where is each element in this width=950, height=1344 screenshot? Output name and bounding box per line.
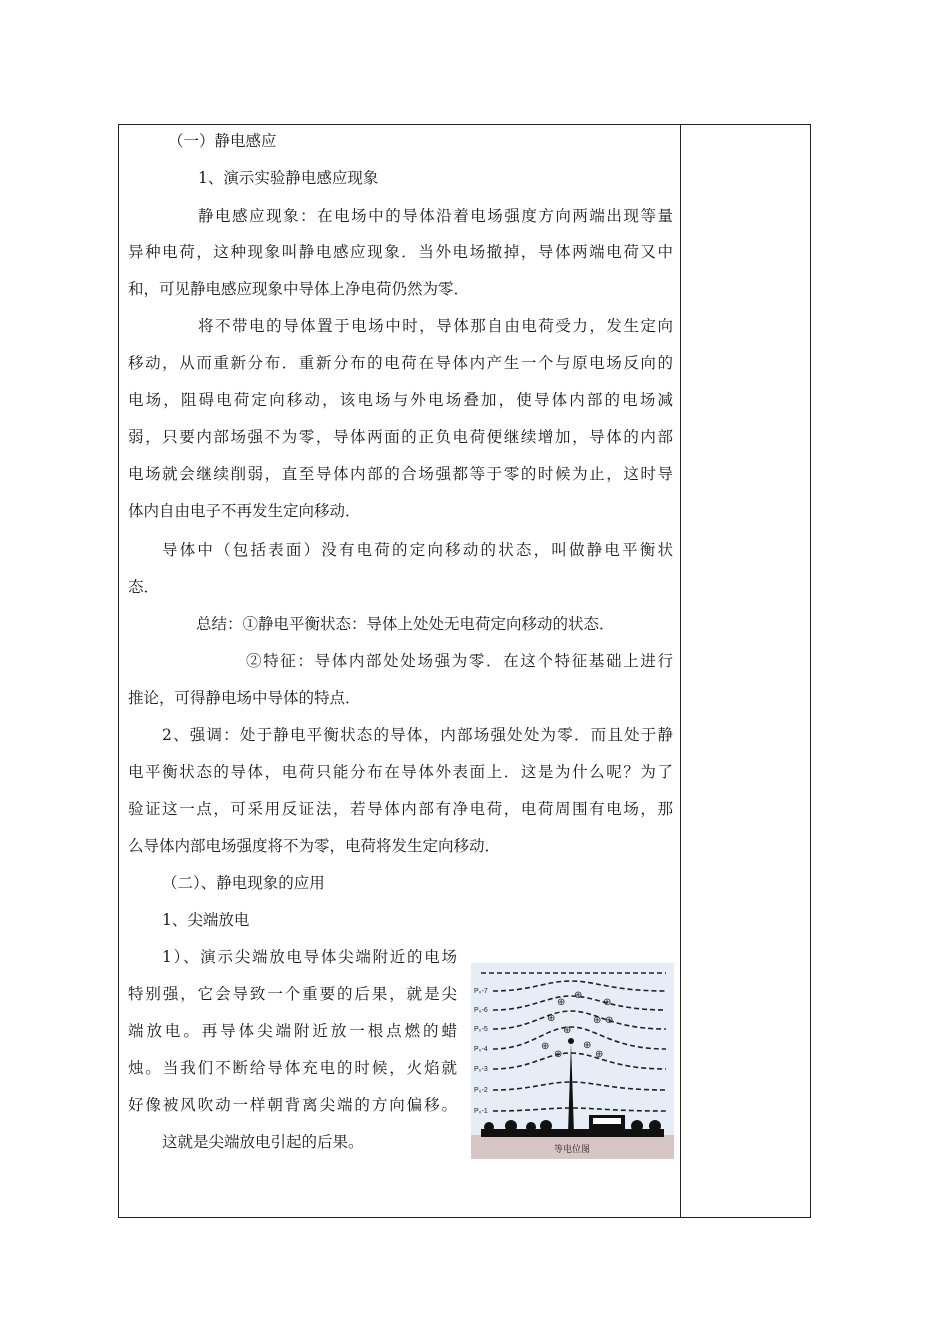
paragraph-line: 这就是尖端放电引起的后果。 bbox=[162, 1133, 364, 1151]
paragraph-line: 么导体内部电场强度将不为零，电荷将发生定向移动． bbox=[128, 837, 501, 855]
positive-charge-icon: ⊕ bbox=[583, 1040, 592, 1051]
paragraph-line: 电场就会继续削弱，直至导体内部的合场强都等于零的时候为止，这时导 bbox=[128, 465, 673, 483]
positive-charge-icon: ⊕ bbox=[603, 997, 612, 1008]
paragraph-line: 烛。当我们不断给导体充电的时候，火焰就 bbox=[128, 1059, 457, 1077]
paragraph-line: 端放电。再导体尖端附近放一根点燃的蜡 bbox=[128, 1022, 457, 1040]
paragraph-line: 弱，只要内部场强不为零，导体两面的正负电荷便继续增加，导体的内部 bbox=[128, 428, 673, 446]
level-label: P₀-5 bbox=[474, 1026, 488, 1033]
positive-charge-icon: ⊕ bbox=[593, 1015, 602, 1026]
level-label: P₀-3 bbox=[474, 1066, 488, 1073]
paragraph-line: 静电感应现象：在电场中的导体沿着电场强度方向两端出现等量 bbox=[198, 207, 673, 225]
summary-line: ②特征：导体内部处处场强为零．在这个特征基础上进行 bbox=[246, 652, 673, 670]
level-label: P₀-6 bbox=[474, 1007, 488, 1014]
positive-charge-icon: ⊕ bbox=[554, 1049, 563, 1060]
paragraph-line: 2、强调：处于静电平衡状态的导体，内部场强处处为零．而且处于静 bbox=[162, 726, 673, 744]
equipotential-diagram bbox=[471, 963, 674, 1159]
paragraph-line: 体内自由电子不再发生定向移动． bbox=[128, 502, 361, 520]
positive-charge-icon: ⊕ bbox=[541, 1041, 550, 1052]
paragraph-line: 1）、演示尖端放电导体尖端附近的电场 bbox=[162, 948, 457, 966]
level-label: P₀-2 bbox=[474, 1087, 488, 1094]
positive-charge-icon: ⊕ bbox=[605, 1015, 614, 1026]
summary-line: 总结：①静电平衡状态：导体上处处无电荷定向移动的状态． bbox=[196, 615, 615, 633]
paragraph-line: 移动，从而重新分布．重新分布的电荷在导体内产生一个与原电场反向的 bbox=[128, 354, 673, 372]
item-heading: 1、尖端放电 bbox=[162, 911, 250, 929]
section-heading: （一）静电感应 bbox=[168, 132, 277, 150]
positive-charge-icon: ⊕ bbox=[595, 1049, 604, 1060]
item-heading: 1、演示实验静电感应现象 bbox=[198, 169, 379, 187]
paragraph-line: 电平衡状态的导体，电荷只能分布在导体外表面上．这是为什么呢？为了 bbox=[128, 763, 673, 781]
level-label: P₀-4 bbox=[474, 1046, 488, 1053]
paragraph-line: 异种电荷，这种现象叫静电感应现象．当外电场撤掉，导体两端电荷又中 bbox=[128, 243, 673, 261]
equipotential-figure bbox=[471, 963, 674, 1159]
positive-charge-icon: ⊕ bbox=[563, 1025, 572, 1036]
level-label: P₀-1 bbox=[474, 1108, 488, 1115]
positive-charge-icon: ⊕ bbox=[557, 997, 566, 1008]
paragraph-line: 将不带电的导体置于电场中时，导体那自由电荷受力，发生定向 bbox=[198, 317, 673, 335]
paragraph-line: 导体中（包括表面）没有电荷的定向移动的状态，叫做静电平衡状 bbox=[162, 541, 673, 559]
positive-charge-icon: ⊕ bbox=[574, 990, 583, 1001]
paragraph-line: 验证这一点，可采用反证法，若导体内部有净电荷，电荷周围有电场，那 bbox=[128, 800, 673, 818]
paragraph-line: 好像被风吹动一样朝背离尖端的方向偏移。 bbox=[128, 1096, 457, 1114]
positive-charge-icon: ⊕ bbox=[547, 1013, 556, 1024]
summary-line: 推论，可得静电场中导体的特点． bbox=[128, 689, 361, 707]
column-divider bbox=[680, 124, 681, 1218]
figure-caption: 等电位图 bbox=[553, 1145, 591, 1155]
paragraph-line: 电场，阻碍电荷定向移动，该电场与外电场叠加，使导体内部的电场减 bbox=[128, 391, 673, 409]
paragraph-line: 和，可见静电感应现象中导体上净电荷仍然为零． bbox=[128, 280, 470, 298]
paragraph-line: 特别强，它会导致一个重要的后果，就是尖 bbox=[128, 985, 457, 1003]
level-label: P₀-7 bbox=[474, 988, 488, 995]
section-heading: （二）、静电现象的应用 bbox=[162, 874, 325, 892]
paragraph-line: 态． bbox=[128, 578, 160, 596]
